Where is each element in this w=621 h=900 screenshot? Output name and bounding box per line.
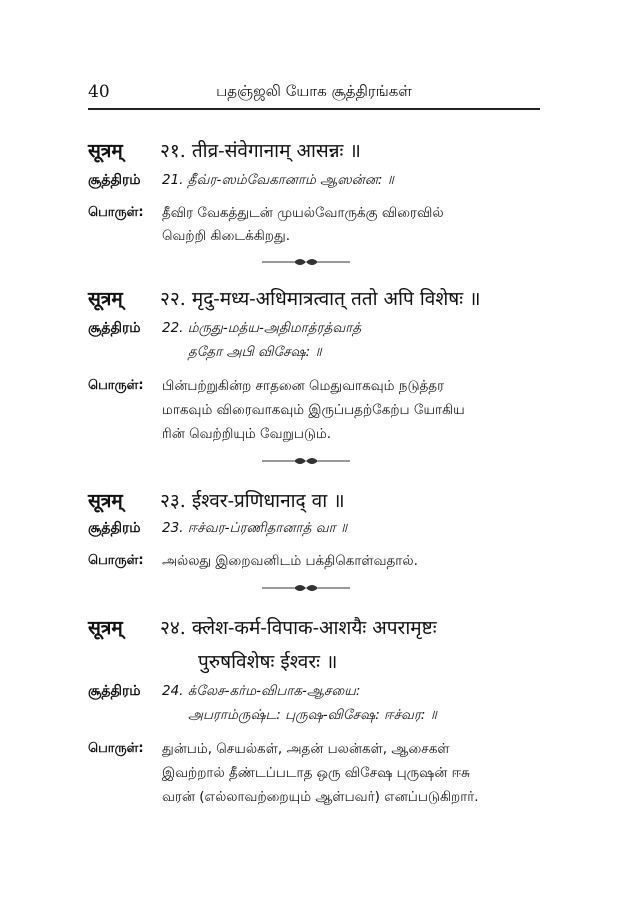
sutra-transliteration: 23. ஈச்வர-ப்ரணிதானாத் வா ॥ — [162, 520, 347, 536]
sutra-tamil-label: சூத்திரம் — [88, 520, 141, 536]
sutra-label: सूत्रम् — [88, 288, 123, 310]
sutra-devanagari: पुरुषविशेषः ईश्वरः ॥ — [198, 651, 338, 673]
sutra-label: सूत्रम् — [88, 140, 123, 162]
ornament-divider — [256, 582, 356, 594]
sutra-devanagari: २३. ईश्वर-प्रणिधानाद् वा ॥ — [160, 490, 345, 512]
meaning-text: வெற்றி கிடைக்கிறது. — [162, 228, 290, 244]
sutra-tamil-label: சூத்திரம் — [88, 320, 141, 336]
running-title: பதஞ்ஜலி யோக சூத்திரங்கள் — [216, 82, 412, 100]
page-header — [88, 78, 540, 108]
sutra-transliteration: ததோ அபி விசேஷ: ॥ — [188, 344, 322, 360]
meaning-label: பொருள்: — [88, 553, 144, 568]
sutra-transliteration: அபராம்ருஷ்ட: புருஷ-விசேஷ: ஈச்வர: ॥ — [188, 707, 437, 723]
sutra-devanagari: २४. क्लेश-कर्म-विपाक-आशयैः अपरामृष्टः — [160, 617, 437, 639]
header-rule — [88, 108, 540, 110]
sutra-label: सूत्रम् — [88, 490, 123, 512]
page-number: 40 — [88, 82, 110, 102]
meaning-text: துன்பம், செயல்கள், அதன் பலன்கள், ஆசைகள் — [162, 741, 450, 757]
meaning-label: பொருள்: — [88, 378, 144, 393]
sutra-devanagari: २१. तीव्र-संवेगानाम् आसन्नः ॥ — [160, 140, 361, 162]
meaning-label: பொருள்: — [88, 741, 144, 756]
sutra-label: सूत्रम् — [88, 617, 123, 639]
sutra-transliteration: 21. தீவ்ர-ஸம்வேகானாம் ஆஸன்ன: ॥ — [162, 172, 394, 188]
meaning-text: மாகவும் விரைவாகவும் இருப்பதற்கேற்ப யோகிய — [162, 402, 465, 418]
meaning-label: பொருள்: — [88, 205, 144, 220]
meaning-text: தீவிர வேகத்துடன் முயல்வோருக்கு விரைவில் — [162, 205, 444, 221]
meaning-text: ரின் வெற்றியும் வேறுபடும். — [162, 426, 332, 442]
meaning-text: வரன் (எல்லாவற்றையும் ஆள்பவர்) எனப்படுகிறார். — [162, 789, 479, 805]
ornament-divider — [256, 256, 356, 268]
meaning-text: இவற்றால் தீண்டப்படாத ஒரு விசேஷ புருஷன் ஈசு — [162, 765, 470, 781]
meaning-text: பின்பற்றுகின்ற சாதனை மெதுவாகவும் நடுத்தர — [162, 378, 445, 394]
sutra-devanagari: २२. मृदु-मध्य-अधिमात्रत्वात् ततो अपि विशेषः ॥ — [160, 288, 481, 310]
sutra-transliteration: 22. ம்ருது-மத்ய-அதிமாத்ரத்வாத் — [162, 320, 362, 336]
meaning-text: அல்லது இறைவனிடம் பக்திகொள்வதால். — [162, 553, 418, 569]
sutra-tamil-label: சூத்திரம் — [88, 172, 141, 188]
sutra-transliteration: 24. க்லேச-கர்ம-விபாக-ஆசயை: — [162, 683, 361, 699]
ornament-divider — [256, 455, 356, 467]
sutra-tamil-label: சூத்திரம் — [88, 683, 141, 699]
